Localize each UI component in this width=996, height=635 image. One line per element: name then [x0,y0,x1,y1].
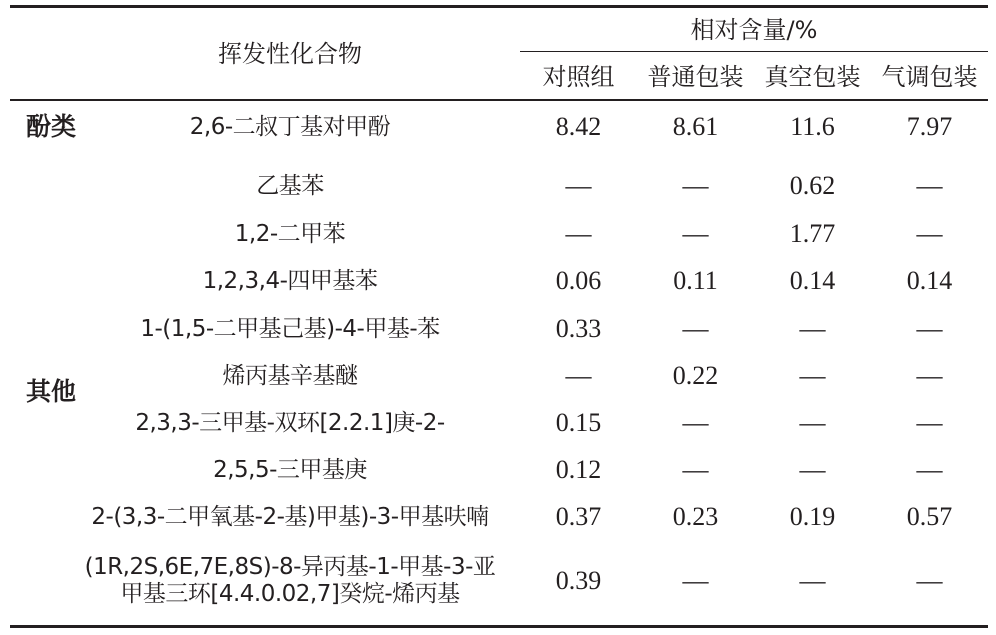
value-normal: — [682,314,709,343]
compound-name: 1,2,3,4-四甲基苯 [202,268,378,294]
group-label-others: 其他 [26,377,77,406]
compound-name: 2,6-二叔丁基对甲酚 [189,114,391,140]
header-vacuum-pack: 真空包装 [764,63,861,91]
value-map: 0.14 [906,266,953,295]
value-map: — [916,408,943,437]
value-vacuum: — [799,455,826,484]
compound-name: 烯丙基辛基醚 [222,363,358,389]
value-vacuum: — [799,314,826,343]
header-relative-content: 相对含量/% [690,16,818,44]
value-normal: — [682,455,709,484]
value-normal: — [682,408,709,437]
value-normal: — [682,171,709,200]
value-map: 0.57 [906,502,953,531]
header-map-pack: 气调包装 [881,63,978,91]
value-vacuum: — [799,566,826,595]
value-vacuum: 0.62 [789,171,836,200]
value-normal: 8.61 [672,112,719,141]
value-map: — [916,219,943,248]
table-top-rule [10,5,988,8]
value-control: — [565,361,592,390]
value-control: 0.37 [555,502,602,531]
compound-name [60,554,520,608]
header-control: 对照组 [542,63,615,91]
value-map: — [916,455,943,484]
compound-name: 1-(1,5-二甲基己基)-4-甲基-苯 [140,316,440,342]
value-control: — [565,171,592,200]
value-map: 7.97 [906,112,953,141]
header-normal-pack: 普通包装 [647,63,744,91]
value-map: — [916,361,943,390]
value-control: 0.06 [555,266,602,295]
value-control: — [565,219,592,248]
value-normal: 0.23 [672,502,719,531]
value-control: 0.12 [555,455,602,484]
value-map: — [916,566,943,595]
header-compound: 挥发性化合物 [218,40,362,68]
compound-name: 2-(3,3-二甲氧基-2-基)甲基)-3-甲基呋喃 [91,504,489,530]
value-vacuum: — [799,408,826,437]
value-vacuum: — [799,361,826,390]
compound-name: 2,5,5-三甲基庚 [213,457,367,483]
value-vacuum: 1.77 [789,219,836,248]
value-normal: — [682,566,709,595]
value-control: 8.42 [555,112,602,141]
value-vacuum: 11.6 [790,112,835,141]
header-sub-rule [520,51,988,52]
value-normal: — [682,219,709,248]
group-label-phenols: 酚类 [26,112,77,141]
value-control: 0.39 [555,566,602,595]
value-normal: 0.11 [673,266,718,295]
table-bottom-rule [10,625,988,628]
value-normal: 0.22 [672,361,719,390]
header-bottom-rule [10,99,988,101]
compound-name: 2,3,3-三甲基-双环[2.2.1]庚-2- [135,410,445,436]
compound-name: 乙基苯 [256,173,324,199]
value-vacuum: 0.14 [789,266,836,295]
value-control: 0.15 [555,408,602,437]
compound-name: 1,2-二甲苯 [234,221,346,247]
value-vacuum: 0.19 [789,502,836,531]
value-map: — [916,314,943,343]
compound-name-line1: (1R,2S,6E,7E,8S)-8-异丙基-1-甲基-3-亚 [84,554,496,580]
value-map: — [916,171,943,200]
value-control: 0.33 [555,314,602,343]
compound-name-line2: 甲基三环[4.4.0.02,7]癸烷-烯丙基 [120,581,460,607]
